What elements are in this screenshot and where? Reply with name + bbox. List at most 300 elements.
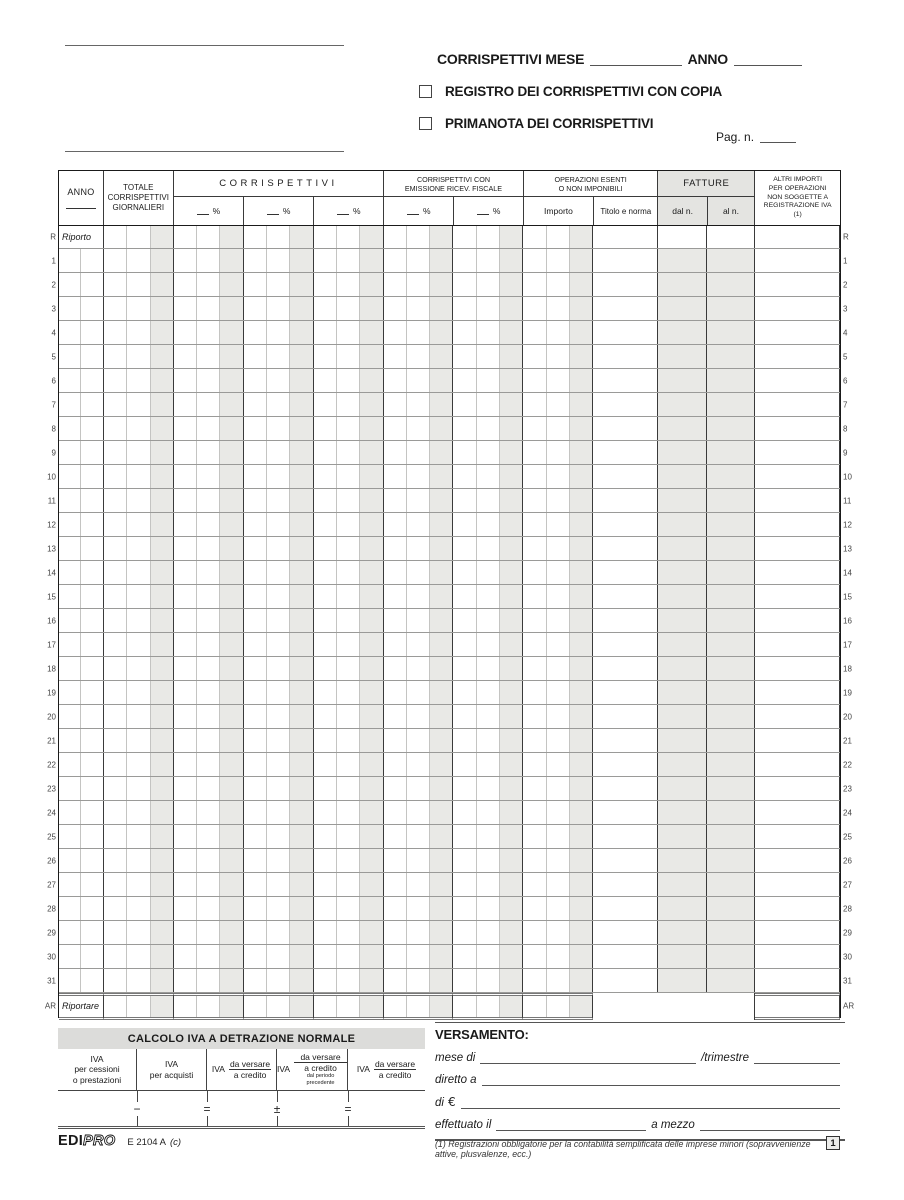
amount-cell[interactable] bbox=[314, 393, 384, 416]
amount-cell[interactable] bbox=[384, 897, 454, 920]
amount-cell[interactable] bbox=[314, 657, 384, 680]
titolo-cell[interactable] bbox=[593, 657, 658, 680]
altri-importi-cell[interactable] bbox=[755, 345, 840, 368]
amount-cell[interactable] bbox=[523, 873, 593, 896]
fatture-al-cell[interactable] bbox=[707, 777, 755, 800]
amount-cell[interactable] bbox=[174, 705, 244, 728]
amount-cell[interactable] bbox=[314, 993, 384, 1020]
altri-importi-cell[interactable] bbox=[755, 417, 840, 440]
amount-cell[interactable] bbox=[523, 417, 593, 440]
amount-cell[interactable] bbox=[104, 729, 174, 752]
fatture-al-cell[interactable] bbox=[707, 249, 755, 272]
fatture-al-cell[interactable] bbox=[707, 873, 755, 896]
fatture-dal-cell[interactable] bbox=[658, 393, 707, 416]
altri-importi-cell[interactable] bbox=[755, 777, 840, 800]
amount-cell[interactable] bbox=[174, 873, 244, 896]
pct-blank-line[interactable] bbox=[407, 208, 419, 215]
fatture-dal-cell[interactable] bbox=[658, 945, 707, 968]
amount-cell[interactable] bbox=[523, 609, 593, 632]
amount-cell[interactable] bbox=[244, 441, 314, 464]
amount-cell[interactable] bbox=[384, 993, 454, 1020]
fatture-dal-cell[interactable] bbox=[658, 729, 707, 752]
pct-blank-line[interactable] bbox=[477, 208, 489, 215]
amount-cell[interactable] bbox=[523, 801, 593, 824]
anno-cell[interactable]: Riportare bbox=[59, 993, 104, 1020]
anno-cell[interactable] bbox=[59, 513, 104, 536]
anno-cell[interactable]: Riporto bbox=[59, 226, 104, 248]
fatture-al-cell[interactable] bbox=[707, 441, 755, 464]
fatture-al-cell[interactable] bbox=[707, 513, 755, 536]
amount-cell[interactable] bbox=[523, 777, 593, 800]
altri-importi-cell[interactable] bbox=[755, 705, 840, 728]
amount-cell[interactable] bbox=[174, 921, 244, 944]
anno-cell[interactable] bbox=[59, 465, 104, 488]
amount-cell[interactable] bbox=[523, 249, 593, 272]
fatture-dal-cell[interactable] bbox=[658, 273, 707, 296]
fatture-dal-cell[interactable] bbox=[658, 753, 707, 776]
altri-importi-cell[interactable] bbox=[755, 993, 840, 1020]
fatture-al-cell[interactable] bbox=[707, 969, 755, 992]
titolo-cell[interactable] bbox=[593, 921, 658, 944]
amount-cell[interactable] bbox=[244, 417, 314, 440]
altri-importi-cell[interactable] bbox=[755, 825, 840, 848]
anno-cell[interactable] bbox=[59, 417, 104, 440]
amount-cell[interactable] bbox=[384, 825, 454, 848]
amount-cell[interactable] bbox=[523, 465, 593, 488]
amount-cell[interactable] bbox=[453, 585, 523, 608]
fatture-al-cell[interactable] bbox=[707, 801, 755, 824]
anno-cell[interactable] bbox=[59, 945, 104, 968]
amount-cell[interactable] bbox=[523, 849, 593, 872]
effettuato-il-line[interactable] bbox=[496, 1118, 646, 1131]
anno-cell[interactable] bbox=[59, 633, 104, 656]
amount-cell[interactable] bbox=[314, 417, 384, 440]
amount-cell[interactable] bbox=[384, 753, 454, 776]
amount-cell[interactable] bbox=[453, 825, 523, 848]
altri-importi-cell[interactable] bbox=[755, 321, 840, 344]
titolo-cell[interactable] bbox=[593, 633, 658, 656]
titolo-cell[interactable] bbox=[593, 969, 658, 992]
company-name-line[interactable] bbox=[65, 45, 344, 46]
anno-cell[interactable] bbox=[59, 921, 104, 944]
amount-cell[interactable] bbox=[104, 705, 174, 728]
amount-cell[interactable] bbox=[384, 561, 454, 584]
amount-cell[interactable] bbox=[453, 897, 523, 920]
fatture-al-cell[interactable] bbox=[707, 681, 755, 704]
amount-cell[interactable] bbox=[244, 273, 314, 296]
pct-blank-line[interactable] bbox=[267, 208, 279, 215]
amount-cell[interactable] bbox=[384, 681, 454, 704]
altri-importi-cell[interactable] bbox=[755, 609, 840, 632]
anno-cell[interactable] bbox=[59, 801, 104, 824]
amount-cell[interactable] bbox=[244, 777, 314, 800]
amount-cell[interactable] bbox=[174, 849, 244, 872]
altri-importi-cell[interactable] bbox=[755, 921, 840, 944]
titolo-cell[interactable] bbox=[593, 825, 658, 848]
fatture-al-cell[interactable] bbox=[707, 417, 755, 440]
fatture-dal-cell[interactable] bbox=[658, 849, 707, 872]
amount-cell[interactable] bbox=[244, 345, 314, 368]
altri-importi-cell[interactable] bbox=[755, 729, 840, 752]
amount-cell[interactable] bbox=[384, 585, 454, 608]
titolo-cell[interactable] bbox=[593, 273, 658, 296]
amount-cell[interactable] bbox=[384, 849, 454, 872]
amount-cell[interactable] bbox=[104, 753, 174, 776]
amount-cell[interactable] bbox=[314, 729, 384, 752]
amount-cell[interactable] bbox=[453, 945, 523, 968]
anno-cell[interactable] bbox=[59, 585, 104, 608]
altri-importi-cell[interactable] bbox=[755, 657, 840, 680]
titolo-cell[interactable] bbox=[593, 226, 658, 248]
fatture-dal-cell[interactable] bbox=[658, 249, 707, 272]
amount-cell[interactable] bbox=[523, 897, 593, 920]
amount-cell[interactable] bbox=[314, 297, 384, 320]
fatture-al-cell[interactable] bbox=[707, 753, 755, 776]
amount-cell[interactable] bbox=[314, 681, 384, 704]
fatture-dal-cell[interactable] bbox=[658, 465, 707, 488]
anno-cell[interactable] bbox=[59, 369, 104, 392]
amount-cell[interactable] bbox=[453, 681, 523, 704]
amount-cell[interactable] bbox=[453, 345, 523, 368]
amount-cell[interactable] bbox=[244, 849, 314, 872]
fatture-al-cell[interactable] bbox=[707, 945, 755, 968]
fatture-dal-cell[interactable] bbox=[658, 369, 707, 392]
amount-cell[interactable] bbox=[384, 945, 454, 968]
amount-cell[interactable] bbox=[384, 417, 454, 440]
amount-cell[interactable] bbox=[384, 705, 454, 728]
mese-di-line[interactable] bbox=[480, 1051, 696, 1064]
fatture-al-cell[interactable] bbox=[707, 633, 755, 656]
fatture-dal-cell[interactable] bbox=[658, 801, 707, 824]
fatture-dal-cell[interactable] bbox=[658, 777, 707, 800]
fatture-dal-cell[interactable] bbox=[658, 585, 707, 608]
amount-cell[interactable] bbox=[453, 465, 523, 488]
amount-cell[interactable] bbox=[453, 777, 523, 800]
anno-input-line[interactable] bbox=[734, 54, 802, 66]
amount-cell[interactable] bbox=[174, 393, 244, 416]
fatture-al-cell[interactable] bbox=[707, 561, 755, 584]
amount-cell[interactable] bbox=[453, 993, 523, 1020]
fatture-al-cell[interactable] bbox=[707, 393, 755, 416]
amount-cell[interactable] bbox=[314, 945, 384, 968]
fatture-dal-cell[interactable] bbox=[658, 345, 707, 368]
fatture-dal-cell[interactable] bbox=[658, 657, 707, 680]
amount-cell[interactable] bbox=[523, 657, 593, 680]
amount-cell[interactable] bbox=[174, 345, 244, 368]
amount-cell[interactable] bbox=[104, 585, 174, 608]
amount-cell[interactable] bbox=[244, 249, 314, 272]
amount-cell[interactable] bbox=[384, 729, 454, 752]
titolo-cell[interactable] bbox=[593, 681, 658, 704]
amount-cell[interactable] bbox=[453, 753, 523, 776]
fatture-al-cell[interactable] bbox=[707, 657, 755, 680]
amount-cell[interactable] bbox=[104, 609, 174, 632]
amount-cell[interactable] bbox=[174, 441, 244, 464]
amount-cell[interactable] bbox=[174, 801, 244, 824]
amount-cell[interactable] bbox=[453, 801, 523, 824]
amount-cell[interactable] bbox=[523, 681, 593, 704]
fatture-al-cell[interactable] bbox=[707, 897, 755, 920]
importo-line[interactable] bbox=[461, 1096, 840, 1109]
amount-cell[interactable] bbox=[453, 297, 523, 320]
registro-checkbox[interactable] bbox=[419, 85, 432, 98]
diretto-a-line[interactable] bbox=[482, 1073, 840, 1086]
amount-cell[interactable] bbox=[523, 753, 593, 776]
altri-importi-cell[interactable] bbox=[755, 393, 840, 416]
fatture-dal-cell[interactable] bbox=[658, 561, 707, 584]
altri-importi-cell[interactable] bbox=[755, 849, 840, 872]
anno-cell[interactable] bbox=[59, 561, 104, 584]
anno-blank-line[interactable] bbox=[66, 202, 96, 209]
amount-cell[interactable] bbox=[104, 825, 174, 848]
amount-cell[interactable] bbox=[314, 969, 384, 992]
amount-cell[interactable] bbox=[104, 321, 174, 344]
amount-cell[interactable] bbox=[104, 777, 174, 800]
amount-cell[interactable] bbox=[523, 321, 593, 344]
titolo-cell[interactable] bbox=[593, 537, 658, 560]
amount-cell[interactable] bbox=[174, 321, 244, 344]
titolo-cell[interactable] bbox=[593, 705, 658, 728]
altri-importi-cell[interactable] bbox=[755, 897, 840, 920]
amount-cell[interactable] bbox=[244, 897, 314, 920]
amount-cell[interactable] bbox=[453, 441, 523, 464]
amount-cell[interactable] bbox=[104, 897, 174, 920]
amount-cell[interactable] bbox=[104, 393, 174, 416]
amount-cell[interactable] bbox=[523, 345, 593, 368]
anno-cell[interactable] bbox=[59, 393, 104, 416]
amount-cell[interactable] bbox=[523, 633, 593, 656]
titolo-cell[interactable] bbox=[593, 393, 658, 416]
amount-cell[interactable] bbox=[384, 777, 454, 800]
fatture-dal-cell[interactable] bbox=[658, 537, 707, 560]
altri-importi-cell[interactable] bbox=[755, 561, 840, 584]
amount-cell[interactable] bbox=[314, 825, 384, 848]
altri-importi-cell[interactable] bbox=[755, 873, 840, 896]
titolo-cell[interactable] bbox=[593, 585, 658, 608]
titolo-cell[interactable] bbox=[593, 777, 658, 800]
amount-cell[interactable] bbox=[384, 441, 454, 464]
amount-cell[interactable] bbox=[244, 465, 314, 488]
amount-cell[interactable] bbox=[453, 513, 523, 536]
fatture-al-cell[interactable] bbox=[707, 705, 755, 728]
titolo-cell[interactable] bbox=[593, 801, 658, 824]
fatture-al-cell[interactable] bbox=[707, 226, 755, 248]
titolo-cell[interactable] bbox=[593, 849, 658, 872]
anno-cell[interactable] bbox=[59, 873, 104, 896]
amount-cell[interactable] bbox=[174, 465, 244, 488]
amount-cell[interactable] bbox=[523, 226, 593, 248]
amount-cell[interactable] bbox=[244, 537, 314, 560]
altri-importi-cell[interactable] bbox=[755, 297, 840, 320]
company-address-line[interactable] bbox=[65, 151, 344, 152]
amount-cell[interactable] bbox=[244, 585, 314, 608]
amount-cell[interactable] bbox=[384, 657, 454, 680]
amount-cell[interactable] bbox=[104, 465, 174, 488]
fatture-dal-cell[interactable] bbox=[658, 897, 707, 920]
amount-cell[interactable] bbox=[314, 226, 384, 248]
fatture-dal-cell[interactable] bbox=[658, 969, 707, 992]
fatture-al-cell[interactable] bbox=[707, 369, 755, 392]
amount-cell[interactable] bbox=[523, 297, 593, 320]
fatture-dal-cell[interactable] bbox=[658, 609, 707, 632]
amount-cell[interactable] bbox=[384, 393, 454, 416]
amount-cell[interactable] bbox=[314, 489, 384, 512]
altri-importi-cell[interactable] bbox=[755, 537, 840, 560]
amount-cell[interactable] bbox=[384, 226, 454, 248]
amount-cell[interactable] bbox=[384, 321, 454, 344]
fatture-al-cell[interactable] bbox=[707, 825, 755, 848]
titolo-cell[interactable] bbox=[593, 297, 658, 320]
amount-cell[interactable] bbox=[453, 537, 523, 560]
amount-cell[interactable] bbox=[174, 249, 244, 272]
amount-cell[interactable] bbox=[453, 226, 523, 248]
amount-cell[interactable] bbox=[174, 777, 244, 800]
amount-cell[interactable] bbox=[104, 226, 174, 248]
fatture-dal-cell[interactable] bbox=[658, 297, 707, 320]
amount-cell[interactable] bbox=[174, 226, 244, 248]
amount-cell[interactable] bbox=[244, 825, 314, 848]
fatture-dal-cell[interactable] bbox=[658, 226, 707, 248]
anno-cell[interactable] bbox=[59, 753, 104, 776]
altri-importi-cell[interactable] bbox=[755, 513, 840, 536]
amount-cell[interactable] bbox=[453, 657, 523, 680]
anno-cell[interactable] bbox=[59, 441, 104, 464]
amount-cell[interactable] bbox=[523, 561, 593, 584]
amount-cell[interactable] bbox=[244, 369, 314, 392]
titolo-cell[interactable] bbox=[593, 753, 658, 776]
titolo-cell[interactable] bbox=[593, 945, 658, 968]
amount-cell[interactable] bbox=[314, 465, 384, 488]
amount-cell[interactable] bbox=[453, 873, 523, 896]
fatture-dal-cell[interactable] bbox=[658, 705, 707, 728]
amount-cell[interactable] bbox=[104, 561, 174, 584]
amount-cell[interactable] bbox=[314, 897, 384, 920]
anno-cell[interactable] bbox=[59, 489, 104, 512]
amount-cell[interactable] bbox=[104, 249, 174, 272]
amount-cell[interactable] bbox=[523, 585, 593, 608]
anno-cell[interactable] bbox=[59, 537, 104, 560]
altri-importi-cell[interactable] bbox=[755, 633, 840, 656]
amount-cell[interactable] bbox=[104, 921, 174, 944]
titolo-cell[interactable] bbox=[593, 873, 658, 896]
amount-cell[interactable] bbox=[104, 633, 174, 656]
anno-cell[interactable] bbox=[59, 609, 104, 632]
amount-cell[interactable] bbox=[314, 609, 384, 632]
amount-cell[interactable] bbox=[174, 417, 244, 440]
amount-cell[interactable] bbox=[453, 609, 523, 632]
altri-importi-cell[interactable] bbox=[755, 465, 840, 488]
amount-cell[interactable] bbox=[384, 249, 454, 272]
fatture-dal-cell[interactable] bbox=[658, 489, 707, 512]
amount-cell[interactable] bbox=[523, 393, 593, 416]
amount-cell[interactable] bbox=[174, 897, 244, 920]
amount-cell[interactable] bbox=[523, 369, 593, 392]
amount-cell[interactable] bbox=[174, 633, 244, 656]
fatture-al-cell[interactable] bbox=[707, 921, 755, 944]
amount-cell[interactable] bbox=[174, 369, 244, 392]
amount-cell[interactable] bbox=[314, 633, 384, 656]
anno-cell[interactable] bbox=[59, 681, 104, 704]
amount-cell[interactable] bbox=[244, 226, 314, 248]
page-number-line[interactable] bbox=[760, 131, 796, 143]
titolo-cell[interactable] bbox=[593, 897, 658, 920]
amount-cell[interactable] bbox=[244, 753, 314, 776]
amount-cell[interactable] bbox=[384, 921, 454, 944]
titolo-cell[interactable] bbox=[593, 345, 658, 368]
amount-cell[interactable] bbox=[384, 489, 454, 512]
amount-cell[interactable] bbox=[453, 417, 523, 440]
titolo-cell[interactable] bbox=[593, 321, 658, 344]
amount-cell[interactable] bbox=[174, 753, 244, 776]
fatture-al-cell[interactable] bbox=[707, 321, 755, 344]
amount-cell[interactable] bbox=[174, 993, 244, 1020]
amount-cell[interactable] bbox=[523, 489, 593, 512]
amount-cell[interactable] bbox=[523, 921, 593, 944]
amount-cell[interactable] bbox=[523, 945, 593, 968]
titolo-cell[interactable] bbox=[593, 465, 658, 488]
amount-cell[interactable] bbox=[174, 297, 244, 320]
amount-cell[interactable] bbox=[174, 489, 244, 512]
amount-cell[interactable] bbox=[314, 369, 384, 392]
amount-cell[interactable] bbox=[384, 609, 454, 632]
amount-cell[interactable] bbox=[104, 969, 174, 992]
anno-cell[interactable] bbox=[59, 321, 104, 344]
anno-cell[interactable] bbox=[59, 825, 104, 848]
titolo-cell[interactable] bbox=[593, 249, 658, 272]
fatture-al-cell[interactable] bbox=[707, 609, 755, 632]
amount-cell[interactable] bbox=[453, 921, 523, 944]
anno-cell[interactable] bbox=[59, 345, 104, 368]
altri-importi-cell[interactable] bbox=[755, 585, 840, 608]
titolo-cell[interactable] bbox=[593, 489, 658, 512]
amount-cell[interactable] bbox=[174, 561, 244, 584]
amount-cell[interactable] bbox=[453, 249, 523, 272]
fatture-dal-cell[interactable] bbox=[658, 633, 707, 656]
amount-cell[interactable] bbox=[523, 729, 593, 752]
amount-cell[interactable] bbox=[174, 537, 244, 560]
altri-importi-cell[interactable] bbox=[755, 369, 840, 392]
amount-cell[interactable] bbox=[244, 393, 314, 416]
altri-importi-cell[interactable] bbox=[755, 441, 840, 464]
amount-cell[interactable] bbox=[453, 393, 523, 416]
amount-cell[interactable] bbox=[314, 753, 384, 776]
anno-cell[interactable] bbox=[59, 729, 104, 752]
amount-cell[interactable] bbox=[523, 537, 593, 560]
fatture-al-cell[interactable] bbox=[707, 537, 755, 560]
fatture-dal-cell[interactable] bbox=[658, 321, 707, 344]
amount-cell[interactable] bbox=[174, 609, 244, 632]
altri-importi-cell[interactable] bbox=[755, 226, 840, 248]
amount-cell[interactable] bbox=[314, 561, 384, 584]
fatture-al-cell[interactable] bbox=[707, 849, 755, 872]
titolo-cell[interactable] bbox=[593, 441, 658, 464]
amount-cell[interactable] bbox=[244, 873, 314, 896]
fatture-dal-cell[interactable] bbox=[658, 681, 707, 704]
fatture-al-cell[interactable] bbox=[707, 585, 755, 608]
amount-cell[interactable] bbox=[384, 873, 454, 896]
amount-cell[interactable] bbox=[174, 729, 244, 752]
amount-cell[interactable] bbox=[314, 849, 384, 872]
amount-cell[interactable] bbox=[174, 585, 244, 608]
amount-cell[interactable] bbox=[523, 513, 593, 536]
amount-cell[interactable] bbox=[314, 513, 384, 536]
amount-cell[interactable] bbox=[244, 561, 314, 584]
amount-cell[interactable] bbox=[453, 633, 523, 656]
amount-cell[interactable] bbox=[244, 513, 314, 536]
pct-blank-line[interactable] bbox=[197, 208, 209, 215]
amount-cell[interactable] bbox=[314, 537, 384, 560]
amount-cell[interactable] bbox=[104, 369, 174, 392]
